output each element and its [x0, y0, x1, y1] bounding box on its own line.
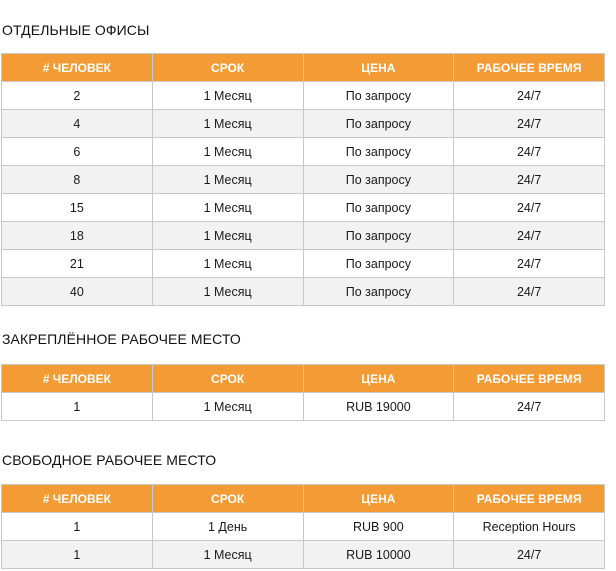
- cell-hours: 24/7: [454, 250, 605, 278]
- column-header-hours: РАБОЧЕЕ ВРЕМЯ: [454, 485, 605, 513]
- table-row: [2, 513, 605, 541]
- cell-people: 2: [2, 82, 153, 110]
- cell-price: По запросу: [303, 194, 454, 222]
- cell-price: По запросу: [303, 166, 454, 194]
- table-row: [2, 393, 605, 421]
- section-title-fixed-desk: ЗАКРЕПЛЁННОЕ РАБОЧЕЕ МЕСТО: [2, 331, 241, 347]
- table-header-row: [2, 485, 605, 513]
- cell-people: 6: [2, 138, 153, 166]
- cell-hours: 24/7: [454, 222, 605, 250]
- cell-price: RUB 10000: [303, 541, 454, 569]
- column-header-people: # ЧЕЛОВЕК: [2, 54, 153, 82]
- cell-term: 1 День: [152, 513, 303, 541]
- hot-desk-table: [1, 484, 605, 569]
- cell-people: 21: [2, 250, 153, 278]
- cell-people: 1: [2, 513, 153, 541]
- column-header-people: # ЧЕЛОВЕК: [2, 365, 153, 393]
- section-title-hot-desk: СВОБОДНОЕ РАБОЧЕЕ МЕСТО: [2, 452, 217, 468]
- cell-price: RUB 19000: [303, 393, 454, 421]
- cell-term: 1 Месяц: [152, 393, 303, 421]
- cell-term: 1 Месяц: [152, 250, 303, 278]
- column-header-people: # ЧЕЛОВЕК: [2, 485, 153, 513]
- cell-people: 15: [2, 194, 153, 222]
- table-row: [2, 541, 605, 569]
- column-header-hours: РАБОЧЕЕ ВРЕМЯ: [454, 54, 605, 82]
- cell-term: 1 Месяц: [152, 222, 303, 250]
- cell-term: 1 Месяц: [152, 138, 303, 166]
- column-header-term: СРОК: [152, 485, 303, 513]
- cell-hours: 24/7: [454, 393, 605, 421]
- private-offices-table: [1, 53, 605, 306]
- table-row: [2, 278, 605, 306]
- cell-term: 1 Месяц: [152, 278, 303, 306]
- cell-price: По запросу: [303, 138, 454, 166]
- cell-term: 1 Месяц: [152, 541, 303, 569]
- table-row: [2, 250, 605, 278]
- cell-hours: 24/7: [454, 278, 605, 306]
- cell-people: 18: [2, 222, 153, 250]
- table-row: [2, 194, 605, 222]
- column-header-term: СРОК: [152, 365, 303, 393]
- cell-price: RUB 900: [303, 513, 454, 541]
- table-row: [2, 138, 605, 166]
- column-header-term: СРОК: [152, 54, 303, 82]
- table-row: [2, 82, 605, 110]
- cell-price: По запросу: [303, 110, 454, 138]
- table-header-row: [2, 365, 605, 393]
- cell-people: 1: [2, 393, 153, 421]
- cell-people: 40: [2, 278, 153, 306]
- cell-hours: 24/7: [454, 541, 605, 569]
- cell-term: 1 Месяц: [152, 110, 303, 138]
- cell-hours: 24/7: [454, 138, 605, 166]
- cell-people: 8: [2, 166, 153, 194]
- column-header-price: ЦЕНА: [303, 54, 454, 82]
- table-row: [2, 166, 605, 194]
- cell-people: 1: [2, 541, 153, 569]
- table-header-row: [2, 54, 605, 82]
- cell-people: 4: [2, 110, 153, 138]
- table-row: [2, 110, 605, 138]
- cell-hours: 24/7: [454, 194, 605, 222]
- column-header-price: ЦЕНА: [303, 485, 454, 513]
- table-row: [2, 222, 605, 250]
- cell-price: По запросу: [303, 250, 454, 278]
- fixed-desk-table: [1, 364, 605, 421]
- cell-price: По запросу: [303, 82, 454, 110]
- cell-price: По запросу: [303, 278, 454, 306]
- cell-hours: 24/7: [454, 166, 605, 194]
- cell-hours: 24/7: [454, 82, 605, 110]
- cell-term: 1 Месяц: [152, 166, 303, 194]
- cell-term: 1 Месяц: [152, 194, 303, 222]
- cell-hours: 24/7: [454, 110, 605, 138]
- cell-price: По запросу: [303, 222, 454, 250]
- section-title-private-offices: ОТДЕЛЬНЫЕ ОФИСЫ: [2, 22, 150, 38]
- column-header-hours: РАБОЧЕЕ ВРЕМЯ: [454, 365, 605, 393]
- cell-hours: Reception Hours: [454, 513, 605, 541]
- cell-term: 1 Месяц: [152, 82, 303, 110]
- column-header-price: ЦЕНА: [303, 365, 454, 393]
